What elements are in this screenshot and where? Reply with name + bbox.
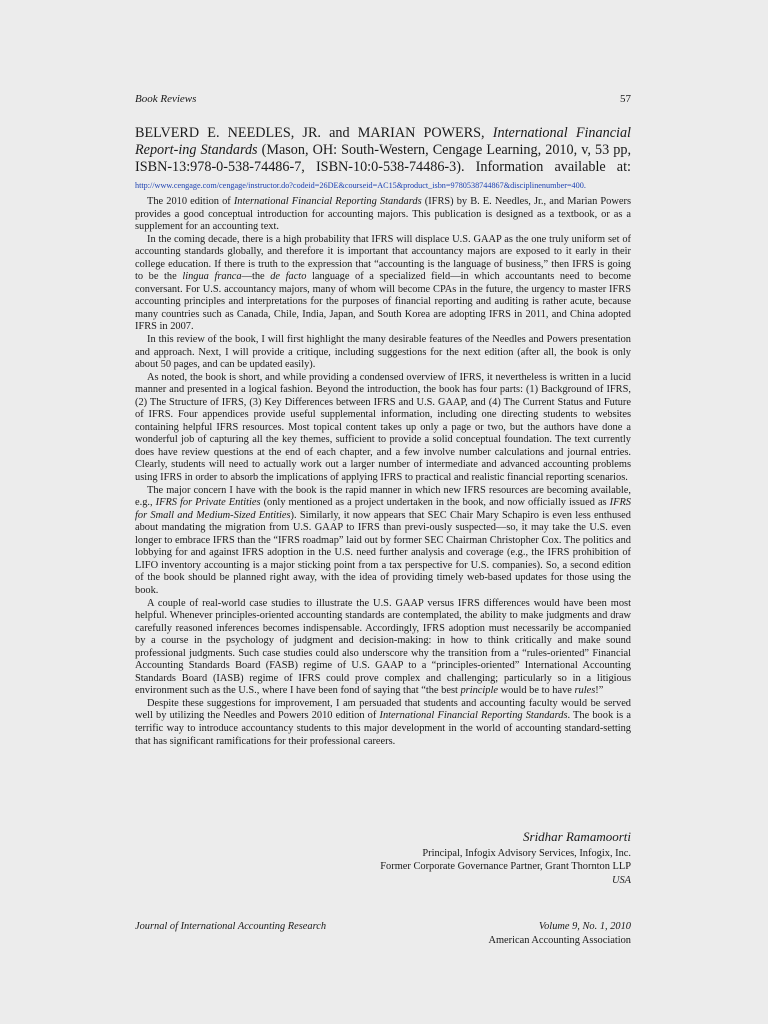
paragraph-4: As noted, the book is short, and while providing a condensed overview of IFRS, it nevertheless is written in a lucid manner and presented in a logical fashion. Beyond the introduction, the book has four parts: (1) Background of IFRS, (2) The Structure of IFRS, (3) Key Differences between IFRS and U.S. GAAP, and (4) The Current Status and Future of IFRS. Four appendices provide useful supplemental information, including one directing students to websites containing helpful IFRS resources. Most topical content takes up only a page or two, but the authors have done a wonderful job of capturing all the key themes, sufficient to provide a solid conceptual foundation. The text currently does have review questions at the end of each chapter, and a few involve number calculations and journal entries. Clearly, students will need to actually work out a larger number of intermediate and advanced accounting problems using IFRS in order to absorb the implications of applying IFRS to practical and realistic financial reporting scenarios.	[135, 371, 631, 484]
journal-volume: Volume 9, No. 1, 2010	[538, 921, 631, 932]
reviewer-name: Sridhar Ramamoorti	[523, 829, 631, 844]
paragraph-2: In the coming decade, there is a high probability that IFRS will displace U.S. GAAP as the one truly uniform set of accounting standards globally, and therefore it is important that accountancy majors are exposed to it early in their college education. If there is truth to the expression that “accounting is the language of business,” then IFRS is going to be the lingua franca—the de facto language of a specialized field—in which accountants need to become conversant. For U.S. accountancy majors, many of whom will become CPAs in the future, the urgency to master IFRS accounting principles and interpretations for the purposes of financial reporting and auditing is rather acute, because many countries such as Canada, Chile, India, Japan, and South Korea are adopting IFRS in 2011, and China adopted IFRS in 2007.	[135, 233, 631, 333]
reviewer-country: USA	[611, 874, 631, 886]
paragraph-6: A couple of real-world case studies to illustrate the U.S. GAAP versus IFRS differences would have been most helpful. Whenever principles-oriented accounting standards are contemplated, the ability to make judgments and draw carefully reasoned inferences becomes indispensable. Accordingly, IFRS adoption must necessarily be accompanied by a course in the psychology of judgment and decision-making: in how to think critically and make sound professional judgments. Such case studies could also underscore why the transition from a “rules-oriented” Financial Accounting Standards Board (FASB) regime of U.S. GAAP to a “principles-oriented” International Accounting Standards Board (IASB) regime of IFRS could prove complex and challenging; particularly so in a litigious environment such as the U.S., where I have been fond of saying that “the best principle would be to have rules!”	[135, 597, 631, 697]
reviewer-affiliation-2: Former Corporate Governance Partner, Grant Thornton LLP	[380, 861, 631, 872]
reviewer-affiliation-1: Principal, Infogix Advisory Services, Infogix, Inc.	[422, 847, 631, 859]
citation-book-title: International Financial Report-ing Standards	[135, 125, 631, 158]
publisher-name: American Accounting Association	[488, 934, 631, 946]
paragraph-5: The major concern I have with the book is the rapid manner in which new IFRS resources are becoming available, e.g., IFRS for Private Entities (only mentioned as a project undertaken in the book, and now officially issued as IFRS for Small and Medium-Sized Entities). Similarly, it now appears that SEC Chair Mary Schapiro is even less enthused about mandating the migration from U.S. GAAP to IFRS than previ-ously suspected—so, it may take the U.S. even longer to embrace IFRS than the “IFRS roadmap” laid out by former SEC Chairman Christopher Cox. The politics and lobbying for and against IFRS adoption in the U.S. need further analysis and coverage (e.g., the IFRS prohibition of LIFO inventory accounting is a major sticking point from a tax perspective for U.S. companies). So, a second edition of the book should be planned right away, with the idea of providing timely web-based updates for those using the book.	[135, 484, 631, 596]
section-title: Book Reviews	[135, 93, 197, 105]
reviewer-signature	[380, 830, 631, 887]
citation-authors: BELVERD E. NEEDLES, JR. and MARIAN POWERS,	[135, 125, 485, 141]
journal-name: Journal of International Accounting Research	[135, 921, 327, 932]
paragraph-1: The 2010 edition of International Financial Reporting Standards (IFRS) by B. E. Needles, Jr., and Marian Powers provides a good conceptual introduction for accounting majors. This publication is designed as a textbook, or as a supplement for an accounting text.	[135, 196, 631, 233]
page-footer	[135, 920, 631, 947]
running-head	[135, 93, 631, 105]
book-citation	[135, 125, 631, 194]
citation-url-link[interactable]: http://www.cengage.com/cengage/instructor.do?codeid=26DE&courseid=AC15&product_isbn=9780538744867&disciplinenumber=400.	[135, 181, 586, 190]
citation-details: (Mason, OH: South-Western, Cengage Learning, 2010, v, 53 pp, ISBN-13:978-0-538-74486-7, ISBN-10:0-538-74486-3). Information available at:	[135, 142, 631, 175]
paragraph-7: Despite these suggestions for improvement, I am persuaded that students and accounting faculty would be served well by utilizing the Needles and Powers 2010 edition of International Financial Reporting Standards. The book is a terrific way to introduce accountancy students to this major development in the world of accounting standard-setting that has significant ramifications for their professional careers.	[135, 697, 631, 747]
review-body	[135, 196, 631, 748]
paragraph-3: In this review of the book, I will first highlight the many desirable features of the Needles and Powers presentation and approach. Next, I will provide a critique, including suggestions for the next edition (after all, the book is only about 50 pages, and can be updated easily).	[135, 334, 631, 371]
page-number: 57	[620, 93, 631, 105]
